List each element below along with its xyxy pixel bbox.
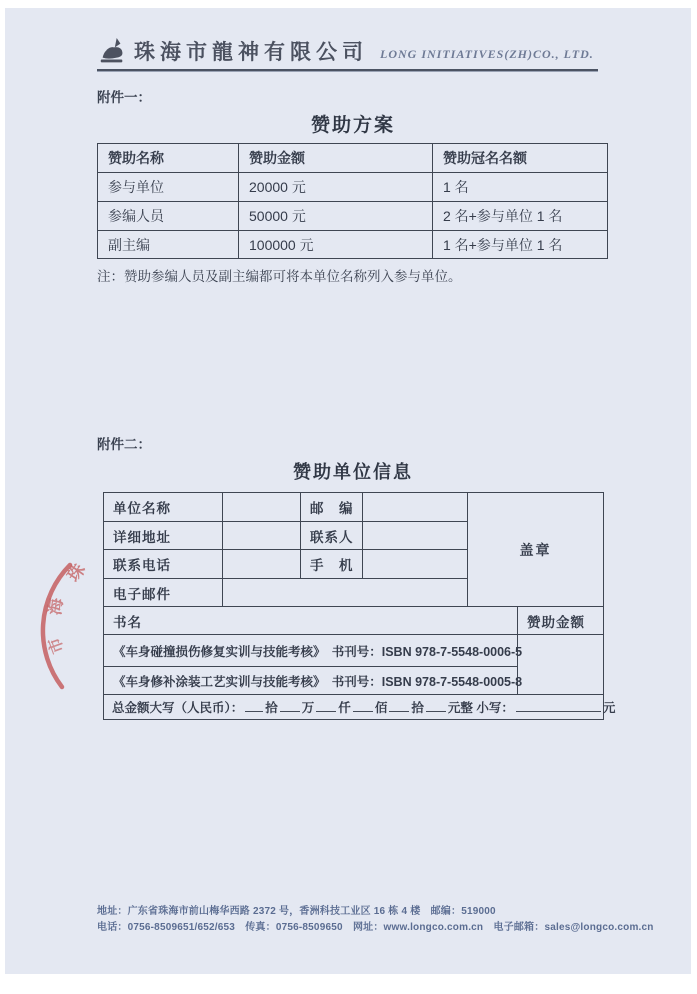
- unit-name-field: [223, 493, 301, 522]
- form-row: [104, 493, 604, 522]
- cell-amount: 100000 元: [239, 231, 433, 259]
- blank-line: [516, 698, 601, 712]
- footer-contact-info: [97, 904, 654, 936]
- footer-phone-line: 电话：0756-8509651/652/653 传真：0756-8509650 网址：www.longco.com.cn 电子邮箱：sales@longco.com.cn: [97, 922, 654, 933]
- email-field: [223, 579, 468, 607]
- small-amount-label: 小写：: [476, 701, 514, 715]
- cell-quota: 1 名: [433, 173, 608, 202]
- sponsor-info-title: 赞助单位信息: [293, 462, 413, 482]
- blank-line: [353, 698, 373, 712]
- amount-unit: 拾: [265, 701, 278, 715]
- dragon-logo-icon: [97, 37, 127, 67]
- cell-amount: 50000 元: [239, 202, 433, 231]
- sponsor-amount-header: 赞助金额: [518, 607, 604, 635]
- stamp-char: 市: [46, 634, 68, 656]
- mobile-field: [363, 550, 468, 579]
- company-header: [97, 32, 609, 70]
- table-row: [98, 173, 608, 202]
- blank-line: [426, 698, 446, 712]
- amount-unit-suffix: 元整: [447, 701, 473, 715]
- book-row-1: 《车身碰撞损伤修复实训与技能考核》 书刊号：ISBN 978-7-5548-0006-5: [104, 635, 518, 667]
- amount-unit: 万: [301, 701, 315, 715]
- contact-label: 联系人: [301, 522, 363, 550]
- col-header-name: 赞助名称: [98, 144, 239, 173]
- blank-line: [389, 698, 409, 712]
- attachment1-label: 附件一：: [97, 90, 151, 105]
- address-label: 详细地址: [104, 522, 223, 550]
- book-row-2: 《车身修补涂装工艺实训与技能考核》 书刊号：ISBN 978-7-5548-0005-8: [104, 667, 518, 695]
- amount-unit: 仟: [338, 701, 351, 715]
- amount-unit: 佰: [374, 701, 388, 715]
- email-label: 电子邮件: [104, 579, 223, 607]
- cell-amount: 20000 元: [239, 173, 433, 202]
- sponsorship-plan-table: [97, 143, 608, 259]
- contact-field: [363, 522, 468, 550]
- company-name-cn: 珠海市龍神有限公司: [134, 41, 368, 64]
- amount-unit: 拾: [411, 701, 424, 715]
- mobile-label: 手 机: [301, 550, 363, 579]
- cell-name: 参编人员: [98, 202, 239, 231]
- sponsorship-plan-title: 赞助方案: [310, 115, 395, 136]
- attachment2-label: 附件二：: [97, 437, 151, 452]
- unit-name-label: 单位名称: [104, 493, 223, 522]
- stamp-char: 海: [45, 596, 67, 617]
- blank-line: [316, 698, 336, 712]
- total-suffix: 元: [602, 701, 616, 715]
- document-page: [5, 8, 691, 974]
- table-row: [98, 231, 608, 259]
- cell-name: 参与单位: [98, 173, 239, 202]
- blank-line: [280, 698, 300, 712]
- phone-label: 联系电话: [104, 550, 223, 579]
- cell-quota: 1 名+参与单位 1 名: [433, 231, 608, 259]
- stamp-char: 珠: [63, 560, 90, 586]
- total-prefix: 总金额大写（人民币）：: [112, 701, 244, 715]
- amount-field: [518, 635, 604, 695]
- postcode-field: [363, 493, 468, 522]
- cell-quota: 2 名+参与单位 1 名: [433, 202, 608, 231]
- col-header-quota: 赞助冠名名额: [433, 144, 608, 173]
- company-name-en: LONG INITIATIVES(ZH)CO., LTD.: [380, 46, 594, 61]
- table-row: [98, 202, 608, 231]
- book-title-header: 书名: [104, 607, 518, 635]
- header-divider: [97, 69, 598, 72]
- blank-line: [245, 698, 263, 712]
- stamp-area-cell: 盖章: [468, 493, 604, 607]
- col-header-amount: 赞助金额: [239, 144, 433, 173]
- red-seal-stamp: [25, 523, 235, 733]
- cell-name: 副主编: [98, 231, 239, 259]
- table-header-row: [98, 144, 608, 173]
- plan-note: 注：赞助参编人员及副主编都可将本单位名称列入参与单位。: [97, 269, 462, 284]
- footer-address-line: 地址：广东省珠海市前山梅华西路 2372 号，香洲科技工业区 16 栋 4 楼 邮编：519000: [97, 906, 496, 917]
- postcode-label: 邮 编: [301, 493, 363, 522]
